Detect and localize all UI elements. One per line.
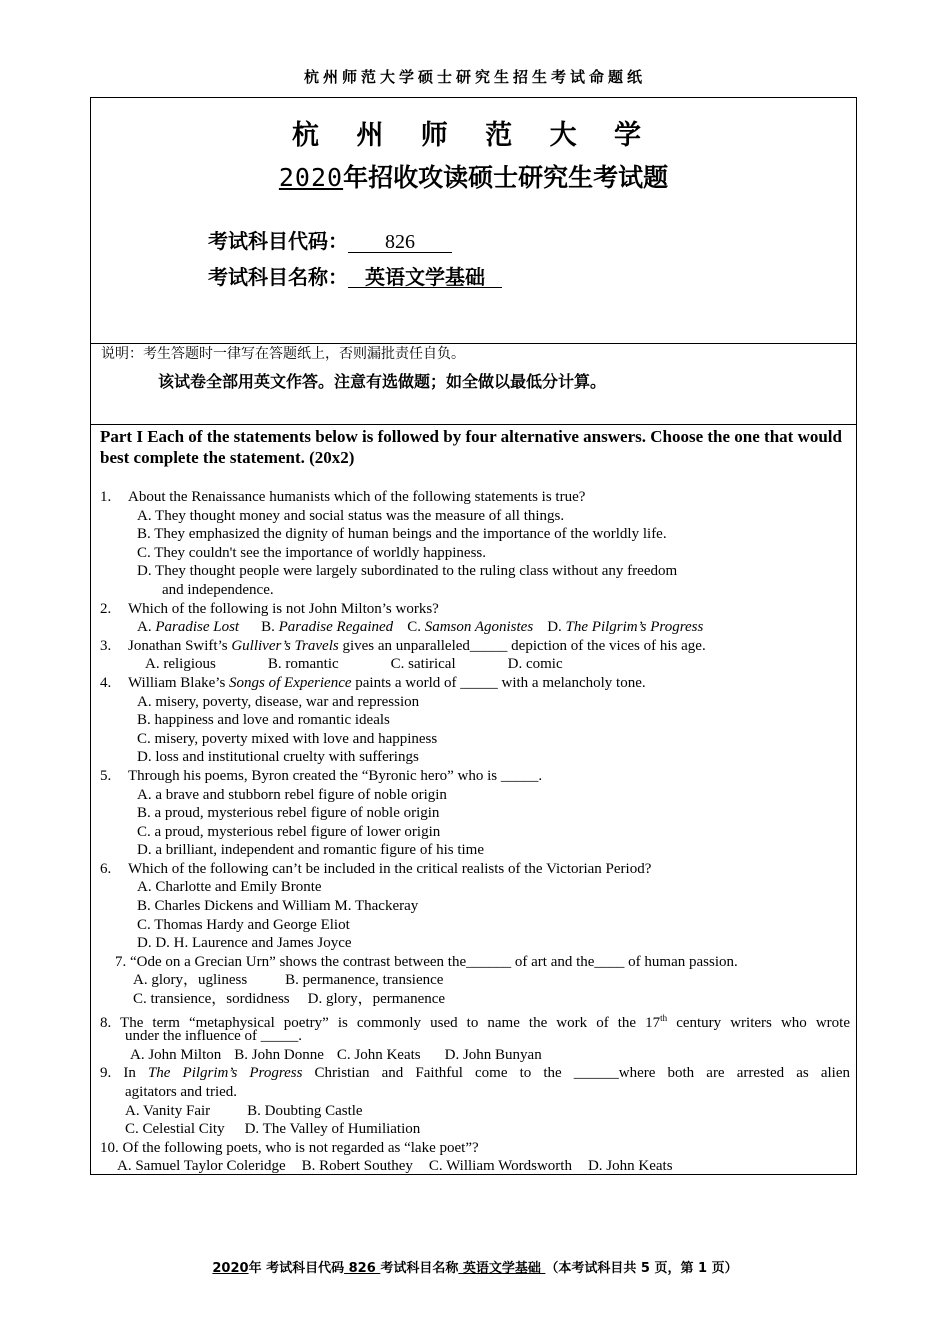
subject-code: 826 [348,232,452,253]
option-b: B. a proud, mysterious rebel figure of noble origin [137,805,440,822]
option-b: B. Doubting Castle [247,1102,363,1119]
subject-code-label: 考试科目代码： [208,229,348,253]
question-number: 4. [100,674,112,691]
university-name: 杭 州 师 范 大 学 [292,120,655,151]
option-a: A. misery, poverty, disease, war and repression [137,693,420,710]
option-c-prefix: C. [407,619,425,636]
option-c: C. Celestial City [125,1121,225,1138]
question-1 [100,488,850,507]
option-c: C. transience，sordidness [133,991,290,1008]
question-number: 2. [100,600,112,617]
question-4 [100,674,850,693]
option-b-prefix: B. [261,619,279,636]
question-5 [100,767,850,786]
option-d: D. comic [507,656,563,673]
options-row [100,1046,850,1065]
option-c: Samson Agonistes [424,619,534,636]
question-9 [100,1064,850,1083]
option-c: C. John Keats [336,1046,421,1063]
question-stem-pre: 9. In [100,1065,148,1082]
exam-title [91,158,856,194]
option-c: C. misery, poverty mixed with love and happiness [137,730,438,747]
option-d: D. The Valley of Humiliation [244,1121,421,1138]
ordinal-suffix: th [660,1012,668,1023]
exam-title-text: 年招收攻读硕士研究生考试题 [343,163,669,192]
option-d: D. They thought people were largely subordinated to the ruling class without any freedom [137,563,678,580]
work-title: Songs of Experience [229,674,352,691]
footer-year: 2020 [212,1261,249,1276]
question-9-continued: agitators and tried. [125,1084,238,1100]
option-c: C. a proud, mysterious rebel figure of lower origin [137,823,441,840]
option-d: D. loss and institutional cruelty with sufferings [137,749,419,766]
option-a: A. Samuel Taylor Coleridge [117,1158,286,1175]
question-number: 5. [100,767,112,784]
option-a: Paradise Lost [155,619,240,636]
question-6 [100,860,850,879]
question-stem: About the Renaissance humanists which of the following statements is true? [128,489,586,505]
question-stem-post: paints a world of _____ with a melancholy tone. [351,674,646,691]
subject-name: 英语文学基础 [348,267,502,288]
part1-title: Part I Each of the statements below is followed by four alternative answers. Choose the one that would best complete the statement. (20x2) [100,427,842,467]
work-title: The Pilgrim’s Progress [147,1065,303,1082]
option-b: B. Robert Southey [301,1158,413,1175]
question-3 [100,637,850,656]
footer-page-info: （本考试科目共 5 页，第 1 页） [545,1261,738,1276]
question-list [100,488,850,1176]
instruction-emphasis: 该试卷全部用英文作答。注意有选做题；如全做以最低分计算。 [158,372,607,391]
option-a-prefix: A. [137,619,156,636]
option-c: C. satirical [390,656,456,673]
option-d: D. John Bunyan [444,1046,542,1063]
exam-year: 2020 [278,163,344,192]
question-2 [100,600,850,619]
question-stem-pre: Jonathan Swift’s [128,637,232,654]
option-a: A. religious [145,656,216,673]
option-c: C. William Wordsworth [428,1158,572,1175]
option-d: D. John Keats [587,1158,673,1175]
option-c: C. They couldn't see the importance of worldly happiness. [137,544,487,561]
question-number: 3. [100,637,112,654]
page-header: 杭州师范大学硕士研究生招生考试命题纸 [303,68,646,86]
footer-code: 826 [344,1261,381,1276]
subject-code-row [208,225,452,254]
option-a: A. They thought money and social status was the measure of all things. [137,507,565,524]
option-d: D. D. H. Laurence and James Joyce [137,935,352,952]
question-stem-pre: 8. The term “metaphysical poetry” is commonly used to name the work of the 17 [100,1014,661,1031]
option-d: D. a brilliant, independent and romantic figure of his time [137,842,484,859]
exam-frame [90,97,857,1175]
option-b: B. John Donne [234,1046,324,1063]
option-b: B. romantic [267,656,339,673]
question-stem: Which of the following can’t be included in the critical realists of the Victorian Period? [128,860,652,877]
question-8-continued: under the influence of _____. [125,1028,303,1045]
option-a: A. Charlotte and Emily Bronte [137,879,322,896]
question-stem: Which of the following is not John Milton’s works? [128,600,439,617]
option-b: B. happiness and love and romantic ideals [137,712,390,729]
footer-code-label: 年 考试科目代码 [248,1261,345,1276]
question-8 [100,1009,850,1031]
subject-name-label: 考试科目名称： [208,265,348,289]
question-stem-post: gives an unparalleled_____ depiction of the vices of his age. [338,637,706,654]
instructions-section [91,343,856,425]
question-stem-post: Christian and Faithful come to the ______where both are arrested as alien [302,1065,850,1082]
option-b: B. permanence, transience [285,972,444,989]
title-section [91,98,856,344]
options-row [100,655,850,674]
option-d: The Pilgrim’s Progress [565,619,704,636]
question-stem-post: century writers who wrote [667,1014,850,1031]
option-a: A. Vanity Fair [125,1102,211,1119]
instruction-note: 说明：考生答题时一律写在答题纸上，否则漏批责任自负。 [101,346,465,362]
option-b: Paradise Regained [278,619,394,636]
question-stem-pre: William Blake’s [128,674,230,691]
options-row [100,1102,850,1121]
option-b: B. Charles Dickens and William M. Thackeray [137,898,419,915]
question-10: 10. Of the following poets, who is not regarded as “lake poet”? [100,1139,479,1156]
options-row [100,990,850,1009]
options-row [100,1157,850,1176]
work-title: Gulliver’s Travels [231,637,339,654]
question-number: 6. [100,860,112,877]
subject-name-row [208,261,502,290]
questions-section [91,424,856,1174]
options-row [100,618,850,637]
option-a: A. John Milton [130,1046,222,1063]
option-a: A. glory，ugliness [133,972,248,989]
page-footer [0,1257,950,1276]
option-d-continued: and independence. [162,581,274,598]
option-d: D. glory，permanence [307,991,446,1008]
footer-name-label: 考试科目名称 [380,1261,459,1276]
option-d-prefix: D. [547,619,566,636]
option-b: B. They emphasized the dignity of human beings and the importance of the worldly life. [137,526,667,543]
options-row [100,1120,850,1139]
footer-subject-name: 英语文学基础 [458,1261,546,1276]
option-a: A. a brave and stubborn rebel figure of noble origin [137,786,447,803]
option-c: C. Thomas Hardy and George Eliot [137,916,350,933]
options-row [100,971,850,990]
question-stem: Through his poems, Byron created the “Byronic hero” who is _____. [128,767,543,784]
question-number: 1. [100,489,112,505]
question-7: 7. “Ode on a Grecian Urn” shows the contrast between the______ of art and the____ of human passion. [115,953,738,970]
